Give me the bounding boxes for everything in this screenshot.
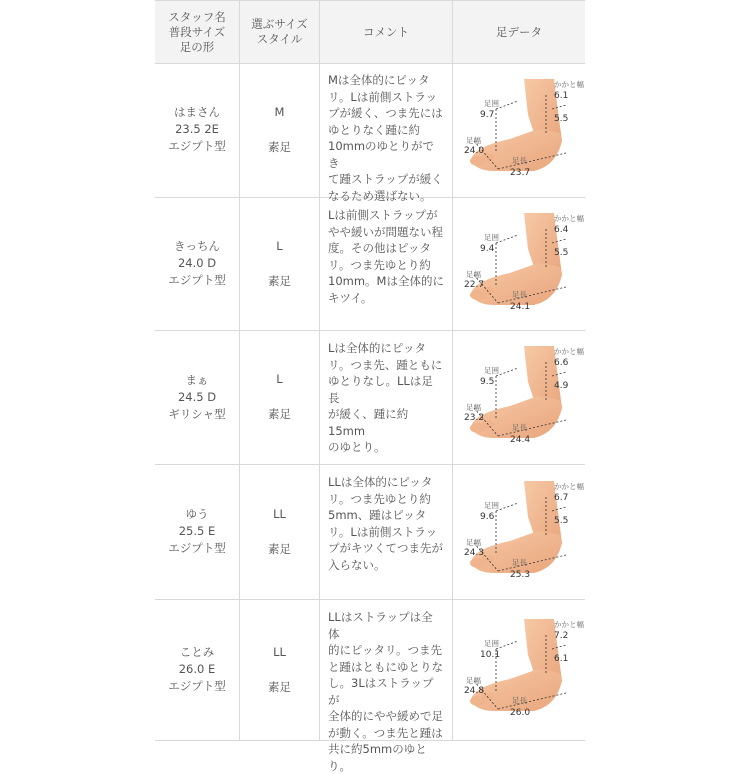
heel2-value: 5.5 [554, 113, 569, 124]
staff-foot-shape: エジプト型 [168, 541, 226, 555]
foot-diagram [454, 71, 584, 189]
girth-value: 9.7 [480, 109, 495, 120]
staff-cell [155, 197, 240, 330]
staff-size: 24.5 D [177, 389, 217, 404]
heel-width-label: かかと幅 [554, 619, 584, 629]
heel-value: 6.1 [554, 90, 569, 101]
size-cell [240, 330, 320, 464]
length-label: 足長 [512, 423, 527, 432]
staff-cell [155, 330, 240, 464]
staff-cell [155, 464, 240, 599]
chosen-size: M [274, 104, 285, 119]
heel-value: 6.6 [554, 358, 569, 368]
table-row [155, 197, 585, 331]
header-staff-label: スタッフ名 普段サイズ 足の形 [168, 9, 226, 54]
header-size [240, 1, 320, 63]
chosen-size: LL [273, 506, 286, 521]
comment-cell: LLはストラップは全体 的にピッタリ。つま先 と踵はともにゆとりな し。3Lはストラップが 全体的にやや緩めで足 が動く。つま先と踵は 共に約5mmのゆと り。 [320, 599, 453, 740]
length-value: 23.7 [510, 167, 531, 178]
heel2-value: 4.9 [554, 381, 569, 391]
width-label: 足幅 [466, 403, 481, 412]
staff-size: 26.0 E [178, 662, 216, 676]
staff-cell [155, 599, 240, 740]
foot-data-cell [453, 464, 585, 599]
length-value: 24.4 [510, 435, 531, 445]
table-row [155, 464, 585, 600]
length-label: 足長 [512, 695, 527, 705]
staff-size: 25.5 E [178, 524, 216, 538]
style-label: 素足 [268, 273, 291, 288]
foot-diagram [454, 338, 584, 456]
heel-value: 6.7 [554, 492, 569, 503]
width-value: 22.7 [464, 279, 485, 290]
staff-foot-shape: ギリシャ型 [168, 406, 226, 421]
girth-value: 9.4 [480, 243, 495, 254]
header-comment-label: コメント [363, 24, 409, 39]
header-size-label: 選ぶサイズ スタイル [251, 17, 308, 46]
foot-data-cell [453, 599, 585, 740]
width-value: 23.2 [464, 413, 485, 423]
length-label: 足長 [512, 289, 527, 299]
girth-value: 9.6 [480, 511, 495, 522]
chosen-size: L [276, 238, 283, 253]
comment-cell: Lは全体的にピッタ リ。つま先、踵ともに ゆとりなし。LLは足長 が緩く、踵に約15mm のゆとり。 [320, 330, 453, 464]
comment-cell: LLは全体的にピッタ リ。つま先ゆとり約 5mm、踵はピッタ リ。Lは前側ストラッ プがキツくてつま先が 入らない。 [320, 464, 453, 599]
foot-diagram [454, 205, 584, 323]
staff-foot-shape: エジプト型 [168, 679, 226, 693]
length-label: 足長 [512, 155, 527, 165]
girth-label: 足囲 [484, 232, 499, 242]
heel2-value: 5.5 [554, 515, 569, 526]
staff-size: 23.5 2E [175, 122, 219, 136]
style-label: 素足 [268, 139, 291, 154]
width-value: 24.0 [464, 145, 485, 156]
header-foot-label: 足データ [496, 24, 542, 39]
length-value: 25.3 [510, 569, 531, 580]
foot-diagram [454, 473, 584, 591]
staff-name: まぁ [185, 372, 209, 387]
length-value: 26.0 [510, 707, 531, 718]
foot-data-cell [453, 330, 585, 464]
size-cell [240, 197, 320, 330]
girth-label: 足囲 [484, 98, 499, 108]
foot-data-cell [453, 197, 585, 330]
heel-value: 7.2 [554, 630, 569, 641]
length-label: 足長 [512, 557, 527, 567]
chosen-size: LL [273, 644, 286, 659]
girth-label: 足囲 [484, 638, 499, 648]
heel-value: 6.4 [554, 224, 569, 235]
foot-data-cell [453, 62, 585, 197]
width-value: 24.3 [464, 547, 485, 558]
staff-foot-shape: エジプト型 [168, 273, 226, 287]
table-row [155, 599, 585, 773]
size-cell [240, 464, 320, 599]
size-cell [240, 599, 320, 740]
staff-foot-shape: エジプト型 [168, 139, 226, 153]
length-value: 24.1 [510, 301, 531, 312]
header-comment [320, 1, 453, 63]
style-label: 素足 [268, 679, 291, 694]
chosen-size: L [276, 372, 283, 386]
header-foot [453, 1, 585, 63]
staff-name: ゆう [185, 507, 209, 521]
width-label: 足幅 [466, 537, 481, 547]
girth-label: 足囲 [484, 366, 499, 375]
staff-cell [155, 62, 240, 197]
table-row [155, 62, 585, 203]
staff-name: ことみ [179, 645, 215, 659]
heel2-value: 5.5 [554, 247, 569, 258]
staff-name: はまさん [174, 105, 220, 119]
size-cell [240, 62, 320, 197]
girth-label: 足囲 [484, 500, 499, 510]
width-label: 足幅 [466, 135, 481, 145]
staff-size: 24.0 D [177, 256, 217, 270]
style-label: 素足 [268, 541, 291, 556]
heel-width-label: かかと幅 [554, 347, 584, 356]
width-value: 24.8 [464, 685, 485, 696]
heel2-value: 6.1 [554, 653, 569, 664]
heel-width-label: かかと幅 [554, 481, 584, 491]
girth-value: 9.5 [480, 377, 495, 387]
heel-width-label: かかと幅 [554, 213, 584, 223]
girth-value: 10.1 [480, 649, 501, 660]
foot-diagram [454, 611, 584, 729]
table-header [155, 0, 585, 64]
width-label: 足幅 [466, 675, 481, 685]
style-label: 素足 [268, 407, 291, 421]
table-row [155, 330, 585, 465]
comment-cell: Lは前側ストラップが やや緩いが問題ない程 度。その他はピッタ リ。つま先ゆとり約 10mm。Mは全体的に キツイ。 [320, 197, 453, 330]
header-staff [155, 1, 240, 63]
heel-width-label: かかと幅 [554, 79, 584, 89]
width-label: 足幅 [466, 269, 481, 279]
staff-name: きっちん [174, 239, 220, 253]
comment-cell: Mは全体的にピッタ リ。Lは前側ストラッ プが緩く、つま先には ゆとりなく踵に約 10mmのゆとりができ て踵ストラップが緩く なるため選ばない。 [320, 62, 453, 197]
